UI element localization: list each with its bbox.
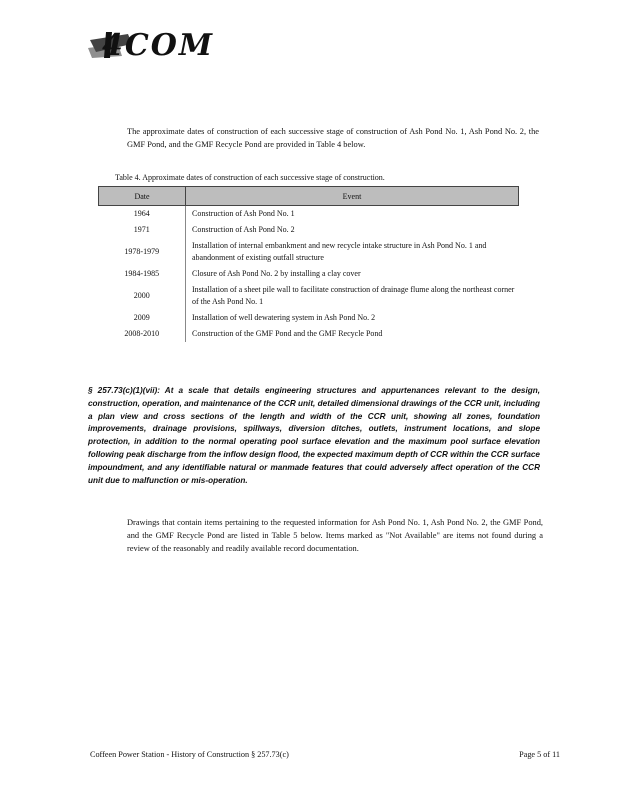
row-event: Installation of well dewatering system in Ash Pond No. 2 [192, 313, 376, 322]
row-date: 1978-1979 [99, 238, 186, 266]
row-date: 2000 [99, 282, 186, 310]
row-event: Construction of Ash Pond No. 1 [192, 209, 295, 218]
table-row [99, 282, 519, 310]
row-date: 2009 [99, 310, 186, 326]
row-date: 1971 [99, 222, 186, 238]
row-event: Construction of Ash Pond No. 2 [192, 225, 295, 234]
footer-title: Coffeen Power Station - History of Construction § 257.73(c) [90, 750, 289, 759]
construction-dates-table [98, 186, 519, 342]
response-paragraph: Drawings that contain items pertaining to the requested information for Ash Pond No. 1, Ash Pond No. 2, the GMF Pond, and the GMF Recycle Pond are listed in Table 5 below. Items marked as "Not Available" are items not found during a review of the reasonably and readily available record documentation. [127, 518, 543, 553]
row-event: Installation of internal embankment and new recycle intake structure in Ash Pond No. 1 and abandonment of existing outfall structure [192, 241, 487, 262]
table-header-row [99, 187, 519, 206]
row-date: 1964 [99, 206, 186, 223]
table-row [99, 238, 519, 266]
table-row [99, 222, 519, 238]
table-row [99, 206, 519, 223]
row-date: 1984-1985 [99, 266, 186, 282]
table-row [99, 266, 519, 282]
header-date: Date [99, 187, 186, 206]
page-number: Page 5 of 11 [519, 750, 560, 759]
company-logo: 4COM [102, 28, 215, 63]
row-event: Closure of Ash Pond No. 2 by installing a clay cover [192, 269, 361, 278]
row-event: Installation of a sheet pile wall to facilitate construction of drainage flume along the northeast corner of the Ash Pond No. 1 [192, 285, 515, 306]
table-row [99, 326, 519, 342]
table-caption: Table 4. Approximate dates of construction of each successive stage of construction. [115, 173, 385, 182]
table-row [99, 310, 519, 326]
header-event: Event [186, 187, 519, 206]
intro-paragraph: The approximate dates of construction of each successive stage of construction of Ash Pond No. 1, Ash Pond No. 2, the GMF Pond, and the GMF Recycle Pond are provided in Table 4 below. [127, 127, 539, 149]
regulation-requirement: § 257.73(c)(1)(vii): At a scale that details engineering structures and appurtenances relevant to the design, construction, operation, and maintenance of the CCR unit, detailed dimensional drawings of the CCR unit, including a plan view and cross sections of the length and width of the CCR unit, showing all zones, foundation improvements, drainage provisions, spillways, diversion ditches, outlets, instrument locations, and slope protection, in addition to the normal operating pool surface elevation and the maximum pool surface elevation following peak discharge from the inflow design flood, the expected maximum depth of CCR within the CCR surface impoundment, and any identifiable natural or manmade features that could adversely affect operation of the CCR unit due to malfunction or mis-operation. [88, 386, 540, 485]
row-date: 2008-2010 [99, 326, 186, 342]
row-event: Construction of the GMF Pond and the GMF Recycle Pond [192, 329, 383, 338]
